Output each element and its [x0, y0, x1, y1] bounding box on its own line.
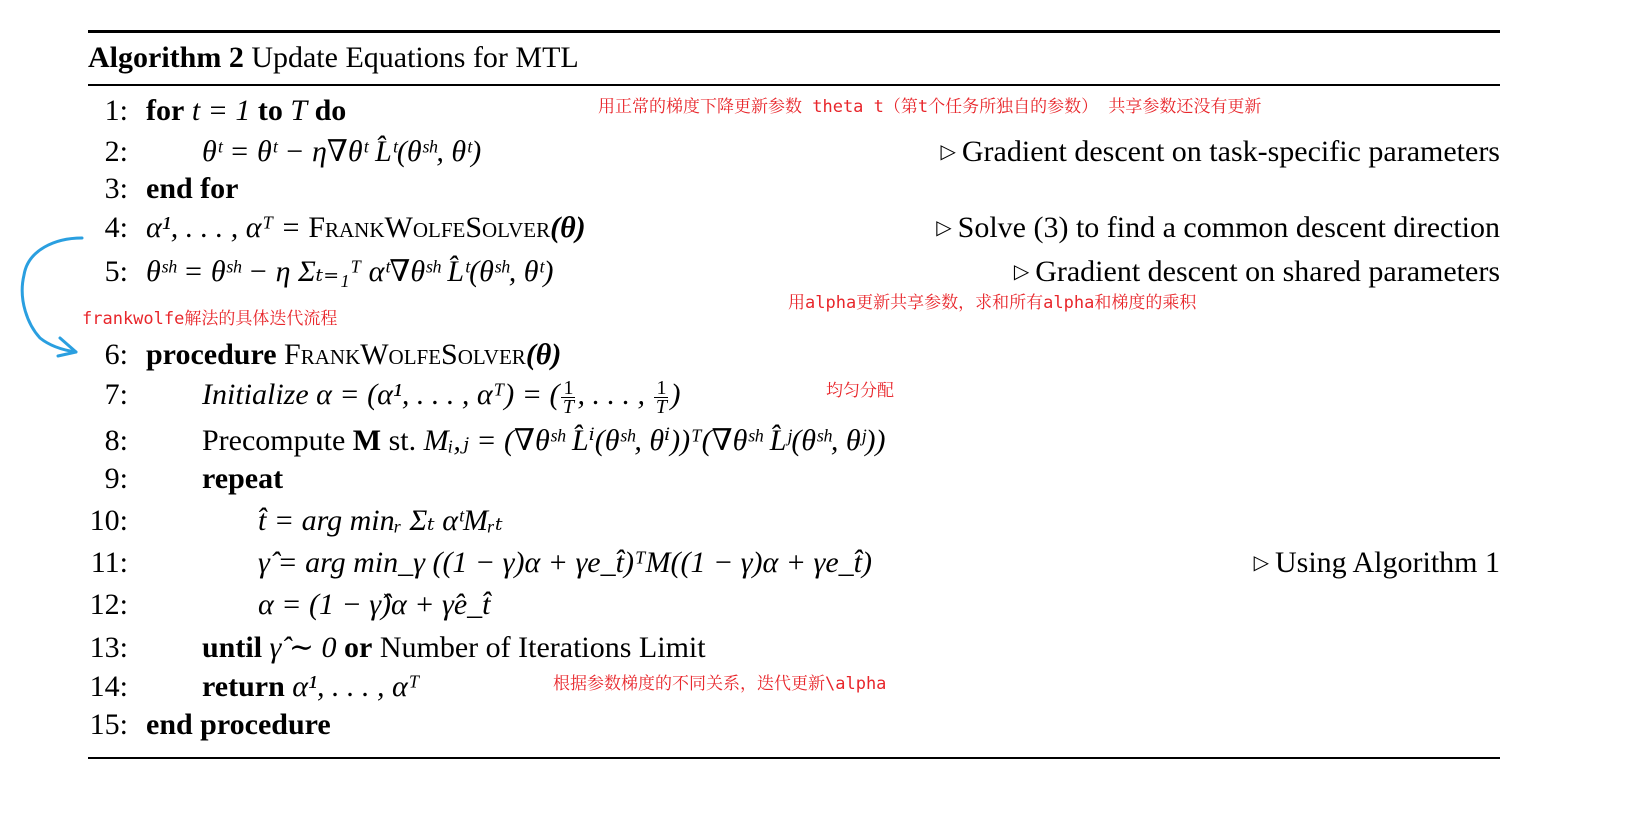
- math: , . . . ,: [577, 378, 653, 411]
- line-13: [202, 629, 706, 667]
- function-name: FrankWolfeSolver: [308, 211, 551, 244]
- line-number: 1:: [104, 94, 128, 127]
- algorithm-label: Algorithm 2: [88, 41, 244, 74]
- math: t = 1: [191, 94, 251, 127]
- line-11-math: γ̂ = arg min_γ ((1 − γ)α + γe_t̂)ᵀM((1 − γ)α + γe_t̂): [258, 546, 873, 579]
- line-number: 5:: [104, 255, 128, 288]
- math: Mᵢ,ⱼ = (∇θˢʰ L̂ⁱ(θˢʰ, θⁱ))ᵀ(∇θˢʰ L̂ʲ(θˢʰ, θʲ)): [423, 424, 886, 457]
- line-number: 12:: [89, 588, 128, 621]
- comment-triangle-icon: ▷: [940, 141, 956, 163]
- fraction-denominator: T: [655, 395, 667, 418]
- line-number: 3:: [104, 172, 128, 205]
- fraction: [561, 376, 575, 418]
- annotation-line-7: 均匀分配: [826, 381, 894, 401]
- line-number: 8:: [104, 424, 128, 457]
- line-3-keyword: end for: [146, 172, 239, 205]
- line-11-comment: [1254, 544, 1500, 585]
- line-1: [146, 92, 346, 130]
- comment-text: Gradient descent on shared parameters: [1035, 255, 1500, 288]
- line-number: 15:: [89, 708, 128, 741]
- curved-arrow-icon: [0, 0, 120, 380]
- algorithm-header: [88, 38, 579, 78]
- line-number: 2:: [104, 135, 128, 168]
- line-14: [202, 668, 419, 706]
- line-12-math: α = (1 − γ̂)α + γ̂e_t̂: [258, 588, 491, 621]
- keyword: return: [202, 670, 285, 703]
- line-number: 6:: [104, 338, 128, 371]
- line-number: 4:: [104, 211, 128, 244]
- annotation-line-1: 用正常的梯度下降更新参数 theta t（第t个任务所独自的参数） 共享参数还没有更新: [598, 97, 1262, 117]
- comment-triangle-icon: ▷: [1253, 552, 1269, 574]
- math: γ̂ ∼ 0: [262, 631, 344, 664]
- keyword: to: [257, 94, 283, 127]
- line-5-comment: [1014, 253, 1500, 294]
- line-number: 7:: [104, 378, 128, 411]
- line-2-math: θᵗ = θᵗ − η∇θᵗ L̂ᵗ(θˢʰ, θᵗ): [202, 135, 482, 168]
- keyword: procedure: [146, 338, 277, 371]
- fraction: [654, 376, 668, 418]
- line-15-keyword: end procedure: [146, 708, 331, 741]
- comment-text: Gradient descent on task-specific parameters: [961, 135, 1500, 168]
- line-10-math: t̂ = arg minᵣ Σₜ αᵗMᵣₜ: [258, 504, 503, 537]
- text: Precompute: [202, 424, 353, 457]
- line-number: 14:: [89, 670, 128, 703]
- line-2-comment: [941, 133, 1501, 174]
- fraction-numerator: 1: [656, 376, 667, 399]
- keyword: for: [146, 94, 185, 127]
- text: st.: [381, 424, 424, 457]
- line-8: [202, 422, 886, 460]
- line-7: Initialize α = (α¹, . . . , αᵀ) = ( $\frac{1}{T}$ , . . . , $\frac{1}{T}$ ): [202, 376, 681, 418]
- line-number: 9:: [104, 462, 128, 495]
- annotation-frankwolfe: frankwolfe解法的具体迭代流程: [82, 309, 338, 329]
- math: T: [290, 94, 308, 127]
- fraction-denominator: T: [562, 395, 574, 418]
- matrix-symbol: M: [352, 424, 382, 457]
- line-4-comment: [936, 209, 1500, 250]
- comment-triangle-icon: ▷: [936, 217, 952, 239]
- function-name: FrankWolfeSolver: [284, 338, 526, 371]
- keyword: do: [314, 94, 347, 127]
- keyword: until: [202, 631, 263, 664]
- top-rule: [88, 30, 1500, 33]
- comment-text: Using Algorithm 1: [1274, 546, 1500, 579]
- keyword: or: [344, 631, 373, 664]
- annotation-line-5: 用alpha更新共享参数，求和所有alpha和梯度的乘积: [788, 293, 1197, 313]
- math: (θ): [550, 211, 586, 244]
- comment-text: Solve (3) to find a common descent direction: [957, 211, 1500, 244]
- annotation-line-14: 根据参数梯度的不同关系，迭代更新\alpha: [553, 674, 887, 694]
- math: (θ): [525, 338, 562, 371]
- algorithm-title: Update Equations for MTL: [251, 41, 579, 74]
- line-number: 13:: [89, 631, 128, 664]
- bottom-rule: [88, 757, 1500, 759]
- fraction-numerator: 1: [563, 376, 574, 399]
- line-9-keyword: repeat: [202, 462, 284, 495]
- line-6: [146, 336, 561, 374]
- text: Number of Iterations Limit: [372, 631, 706, 664]
- comment-triangle-icon: ▷: [1013, 261, 1030, 283]
- line-4: [146, 209, 586, 247]
- line-5-math: θˢʰ = θˢʰ − η Σₜ₌₁ᵀ αᵗ∇θˢʰ L̂ᵗ(θˢʰ, θᵗ): [146, 255, 554, 288]
- header-rule: [88, 84, 1500, 86]
- line-number: 10:: [89, 504, 128, 537]
- line-number: 11:: [90, 546, 128, 579]
- math: α¹, . . . , αᵀ: [284, 670, 420, 703]
- math: α¹, . . . , αᵀ =: [146, 211, 309, 244]
- math: Initialize α = (α¹, . . . , αᵀ) = (: [202, 378, 560, 411]
